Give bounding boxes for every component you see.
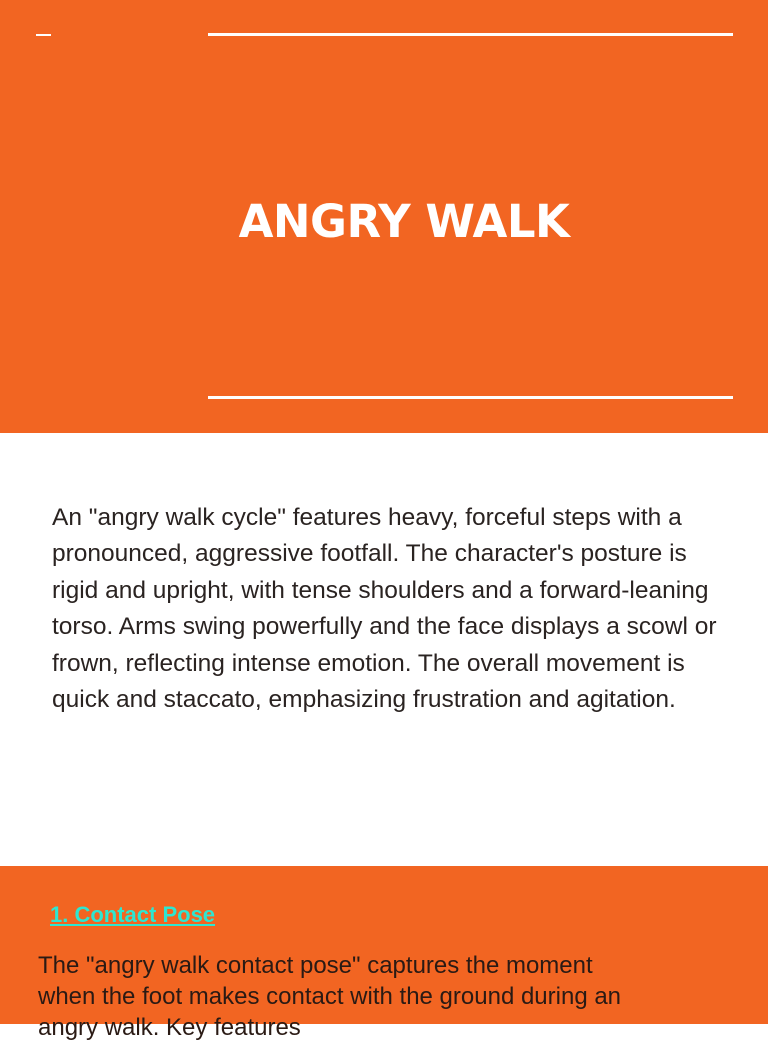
contact-pose-link[interactable]: 1. Contact Pose bbox=[50, 902, 216, 927]
title-banner bbox=[0, 0, 768, 433]
decorative-dash bbox=[36, 34, 51, 36]
top-divider-line bbox=[208, 33, 733, 36]
page-title: ANGRY WALK bbox=[238, 195, 570, 248]
bottom-divider-line bbox=[208, 396, 733, 399]
intro-paragraph: An "angry walk cycle" features heavy, forceful steps with a pronounced, aggressive footfall. The character's posture is rigid and upright, with tense shoulders and a forward-leaning torso. Arms swing powerfully and the face displays a scowl or frown, reflecting intense emotion. The overall movement is quick and staccato, emphasizing frustration and agitation. bbox=[52, 504, 717, 714]
contact-pose-section bbox=[0, 866, 768, 1041]
contact-pose-description: The "angry walk contact pose" captures the moment when the foot makes contact with the ground during an angry walk. Key features bbox=[38, 952, 622, 1041]
